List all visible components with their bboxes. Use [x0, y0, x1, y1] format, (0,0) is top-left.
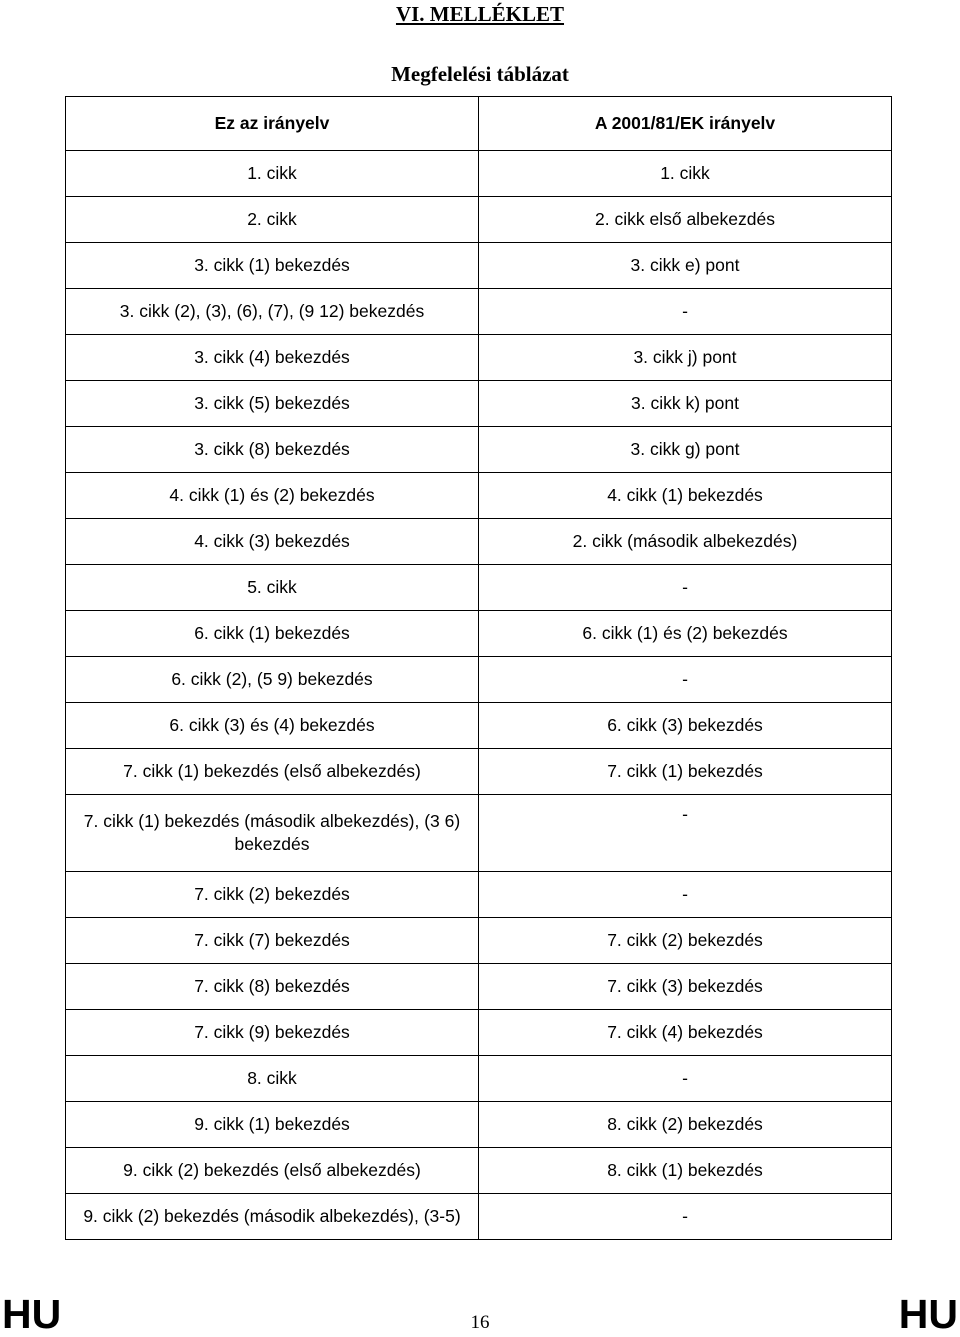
this-directive-cell: 9. cikk (2) bekezdés (első albekezdés) — [66, 1148, 479, 1194]
table-row — [66, 749, 892, 795]
table-row — [66, 519, 892, 565]
old-directive-cell: 7. cikk (2) bekezdés — [479, 918, 892, 964]
header-directive-2001-81: A 2001/81/EK irányelv — [479, 97, 892, 151]
this-directive-cell: 7. cikk (1) bekezdés (első albekezdés) — [66, 749, 479, 795]
this-directive-cell: 8. cikk — [66, 1056, 479, 1102]
table-row — [66, 795, 892, 872]
this-directive-cell: 7. cikk (9) bekezdés — [66, 1010, 479, 1056]
this-directive-cell: 1. cikk — [66, 151, 479, 197]
old-directive-cell: - — [479, 657, 892, 703]
table-row — [66, 335, 892, 381]
old-directive-cell: 1. cikk — [479, 151, 892, 197]
table-row — [66, 1010, 892, 1056]
old-directive-cell: 6. cikk (1) és (2) bekezdés — [479, 611, 892, 657]
table-row — [66, 243, 892, 289]
old-directive-cell: 8. cikk (2) bekezdés — [479, 1102, 892, 1148]
table-row — [66, 427, 892, 473]
old-directive-cell: - — [479, 289, 892, 335]
table-row — [66, 657, 892, 703]
table-row — [66, 565, 892, 611]
old-directive-cell: 2. cikk (második albekezdés) — [479, 519, 892, 565]
this-directive-cell: 7. cikk (2) bekezdés — [66, 872, 479, 918]
old-directive-cell: - — [479, 565, 892, 611]
this-directive-cell: 9. cikk (2) bekezdés (második albekezdés), (3-5) — [66, 1194, 479, 1240]
table-row — [66, 1148, 892, 1194]
table-row — [66, 381, 892, 427]
annex-title: VI. MELLÉKLET — [395, 2, 565, 26]
table-row — [66, 703, 892, 749]
old-directive-cell: 3. cikk j) pont — [479, 335, 892, 381]
this-directive-cell: 2. cikk — [66, 197, 479, 243]
this-directive-cell: 3. cikk (1) bekezdés — [66, 243, 479, 289]
table-row — [66, 151, 892, 197]
table-row — [66, 1056, 892, 1102]
old-directive-cell: - — [479, 872, 892, 918]
old-directive-cell: - — [479, 1194, 892, 1240]
this-directive-cell: 5. cikk — [66, 565, 479, 611]
table-row — [66, 872, 892, 918]
table-row — [66, 964, 892, 1010]
this-directive-cell: 7. cikk (1) bekezdés (második albekezdés), (3 6) bekezdés — [66, 795, 479, 872]
table-row — [66, 1194, 892, 1240]
table-row — [66, 473, 892, 519]
footer-language-code-left: HU — [2, 1291, 62, 1337]
old-directive-cell: 3. cikk k) pont — [479, 381, 892, 427]
old-directive-cell: - — [479, 795, 892, 872]
this-directive-cell: 6. cikk (3) és (4) bekezdés — [66, 703, 479, 749]
old-directive-cell: 7. cikk (3) bekezdés — [479, 964, 892, 1010]
this-directive-cell: 3. cikk (5) bekezdés — [66, 381, 479, 427]
this-directive-cell: 3. cikk (8) bekezdés — [66, 427, 479, 473]
old-directive-cell: 4. cikk (1) bekezdés — [479, 473, 892, 519]
old-directive-cell: 7. cikk (1) bekezdés — [479, 749, 892, 795]
table-row — [66, 918, 892, 964]
old-directive-cell: 2. cikk első albekezdés — [479, 197, 892, 243]
old-directive-cell: - — [479, 1056, 892, 1102]
old-directive-cell: 6. cikk (3) bekezdés — [479, 703, 892, 749]
table-row — [66, 1102, 892, 1148]
footer-language-code-right: HU — [898, 1291, 958, 1337]
this-directive-cell: 3. cikk (4) bekezdés — [66, 335, 479, 381]
this-directive-cell: 6. cikk (1) bekezdés — [66, 611, 479, 657]
this-directive-cell: 6. cikk (2), (5 9) bekezdés — [66, 657, 479, 703]
old-directive-cell: 3. cikk g) pont — [479, 427, 892, 473]
this-directive-cell: 7. cikk (7) bekezdés — [66, 918, 479, 964]
table-title: Megfelelési táblázat — [391, 62, 569, 86]
correlation-table — [65, 96, 892, 1240]
table-row — [66, 289, 892, 335]
table-row — [66, 197, 892, 243]
old-directive-cell: 7. cikk (4) bekezdés — [479, 1010, 892, 1056]
this-directive-cell: 3. cikk (2), (3), (6), (7), (9 12) bekezdés — [66, 289, 479, 335]
this-directive-cell: 7. cikk (8) bekezdés — [66, 964, 479, 1010]
table-header-row — [66, 97, 892, 151]
old-directive-cell: 8. cikk (1) bekezdés — [479, 1148, 892, 1194]
this-directive-cell: 9. cikk (1) bekezdés — [66, 1102, 479, 1148]
old-directive-cell: 3. cikk e) pont — [479, 243, 892, 289]
page-number: 16 — [470, 1312, 490, 1333]
table-row — [66, 611, 892, 657]
this-directive-cell: 4. cikk (1) és (2) bekezdés — [66, 473, 479, 519]
this-directive-cell: 4. cikk (3) bekezdés — [66, 519, 479, 565]
header-this-directive: Ez az irányelv — [66, 97, 479, 151]
